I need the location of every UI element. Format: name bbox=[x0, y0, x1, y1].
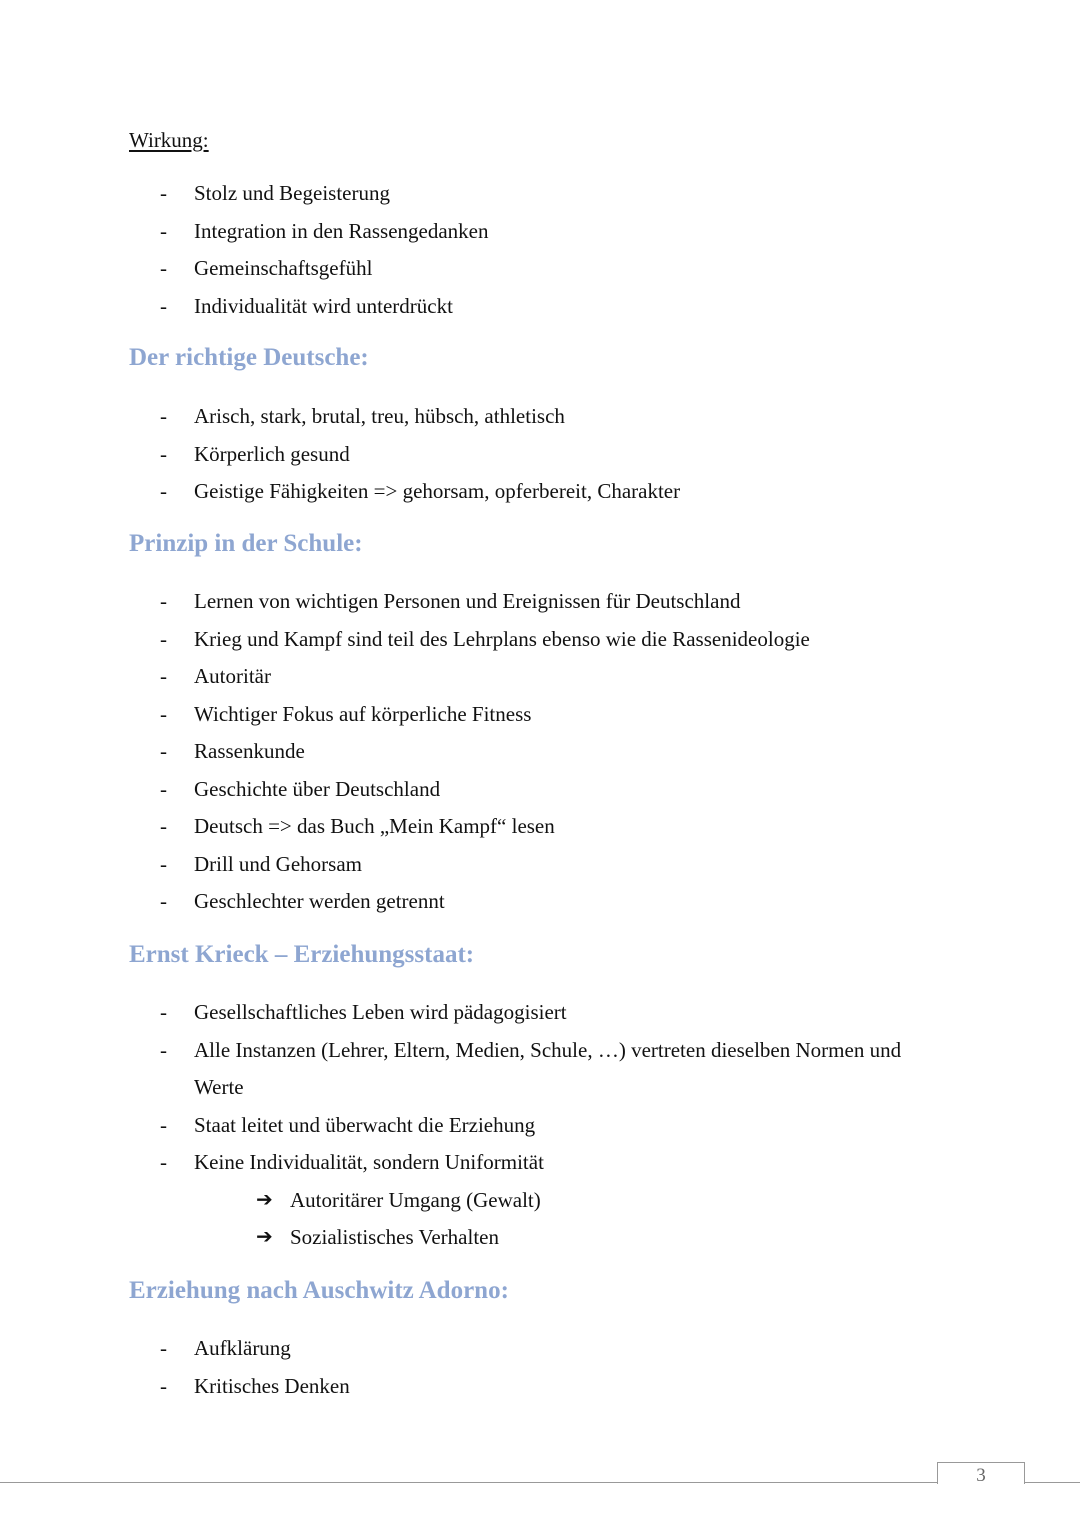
section-label-wirkung: Wirkung: bbox=[129, 128, 209, 152]
bullet-dash: - bbox=[160, 889, 167, 913]
bullet-dash: - bbox=[160, 441, 167, 466]
bullet-dash: - bbox=[160, 851, 167, 876]
bullet-dash: - bbox=[160, 814, 167, 838]
heading-prinzip-in-der-schule: Prinzip in der Schule: bbox=[129, 530, 363, 557]
arrow-right-icon: ➔ bbox=[256, 1188, 273, 1211]
bullet-dash: - bbox=[160, 479, 167, 503]
bullet-dash: - bbox=[160, 404, 167, 428]
heading-ernst-krieck: Ernst Krieck – Erziehungsstaat: bbox=[129, 941, 475, 968]
heading-erziehung-nach-auschwitz: Erziehung nach Auschwitz Adorno: bbox=[129, 1277, 509, 1304]
bullet-dash: - bbox=[160, 1000, 167, 1024]
heading-der-richtige-deutsche: Der richtige Deutsche: bbox=[129, 344, 369, 371]
bullet-dash: - bbox=[160, 218, 167, 243]
bullet-dash: - bbox=[160, 1150, 167, 1174]
bullet-dash: - bbox=[160, 739, 167, 763]
bullet-dash: - bbox=[160, 776, 167, 801]
bullet-dash: - bbox=[160, 701, 167, 726]
bullet-dash: - bbox=[160, 1336, 167, 1360]
bullet-dash: - bbox=[160, 1373, 167, 1398]
bullet-dash: - bbox=[160, 664, 167, 688]
page-number: 3 bbox=[976, 1465, 986, 1486]
bullet-dash: - bbox=[160, 256, 167, 280]
document-page: Wirkung: - Stolz und Begeisterung - Integration in den Rassengedanken - Gemeinschaftsgefühl - Individualität wird unterdrückt Der richtige Deutsche: - Arisch, stark, brutal, treu, hübsch, athletisch - Körperlich gesund - Geistige Fähigkeiten => gehorsam, opferbereit, Charakter Prinzip in der Schule: - Lernen von wichtigen Personen und Ereignissen für Deutschland - Krieg und Kampf sind teil des Lehrplans ebenso wie die Rassenideologie - Autoritär - Wichtiger Fokus auf körperliche Fitness - Rassenkunde - Geschichte über Deutschland - Deutsch => das Buch „Mein Kampf“ lesen - Drill und Gehorsam - Geschlechter werden getrennt Ernst Krieck – Erziehungsstaat: - Gesellschaftliches Leben wird pädagogisiert - Alle Instanzen (Lehrer, Eltern, Medien, Schule, …) vertreten dieselben Normen und Werte - Staat leitet und überwacht die Erziehung - Keine Individualität, sondern Uniformität ➔ Autoritärer Umgang (Gewalt) ➔ Sozialistisches Verhalten Erziehung nach Auschwitz Adorno: - Aufklärung - Kritisches Denken 3 bbox=[0, 0, 1080, 1527]
footer-divider bbox=[0, 1482, 1080, 1483]
bullet-dash: - bbox=[160, 626, 167, 651]
arrow-right-icon: ➔ bbox=[256, 1226, 273, 1248]
page-number-box bbox=[937, 1462, 1025, 1484]
bullet-dash: - bbox=[160, 181, 167, 205]
bullet-dash: - bbox=[160, 589, 167, 613]
bullet-dash: - bbox=[160, 293, 167, 318]
bullet-dash: - bbox=[160, 1037, 167, 1062]
bullet-dash: - bbox=[160, 1112, 167, 1137]
